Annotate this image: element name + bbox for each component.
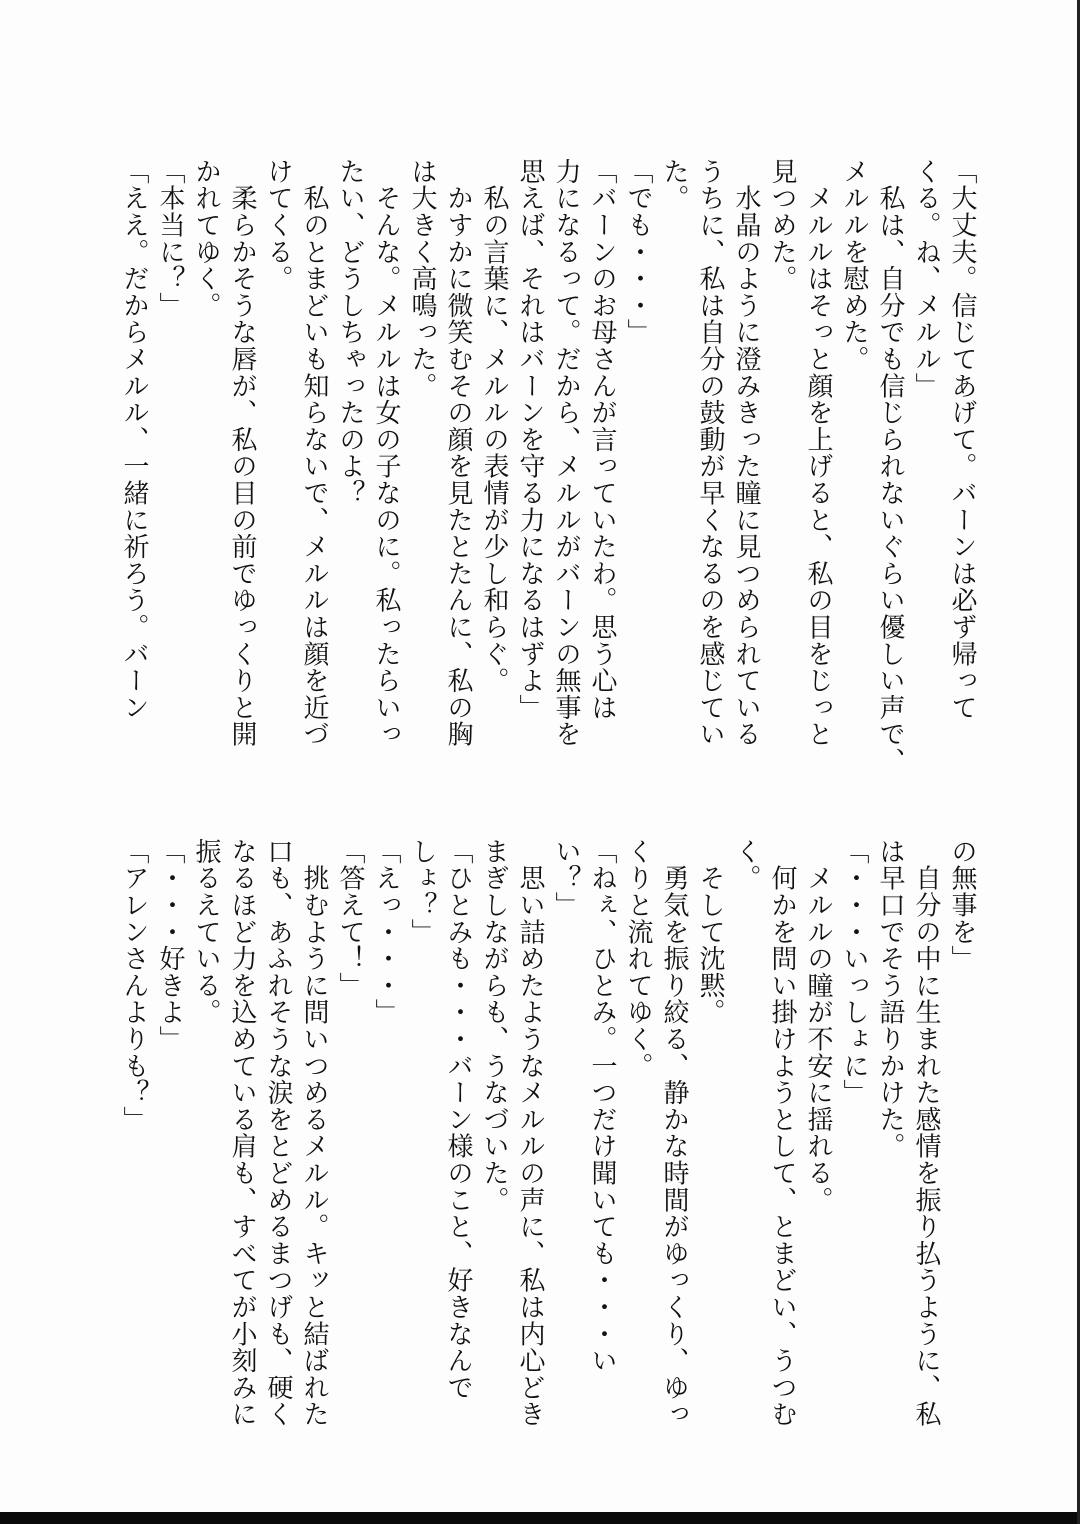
text-column: しょ？」 <box>407 838 437 946</box>
text-column: 「ええ。だからメルル、一緒に祈ろう。バーン <box>119 158 149 721</box>
text-column: 挑むように問いつめるメルル。キッと結ばれた <box>299 838 329 1428</box>
text-column: く。 <box>731 838 761 892</box>
text-column: 私は、自分でも信じられないぐらい優しい声で、 <box>875 158 905 775</box>
scan-bottom-edge <box>0 1512 1080 1524</box>
text-column: 「・・・いっしょに」 <box>839 838 869 1106</box>
text-column: た。 <box>659 158 689 212</box>
text-column: くりと流れてゆく。 <box>623 838 653 1080</box>
text-column: 振るえている。 <box>191 838 221 1026</box>
text-column: かすかに微笑むその顔を見たとたんに、私の胸 <box>443 158 473 748</box>
text-column: 何かを問い掛けようとして、とまどい、うつむ <box>767 838 797 1428</box>
text-column: は早口でそう語りかけた。 <box>875 838 905 1160</box>
text-column: 「ひとみも・・・バーン様のこと、好きなんで <box>443 838 473 1401</box>
text-column: い？」 <box>551 838 581 919</box>
text-column: 「答えて！」 <box>335 838 365 999</box>
text-column: なるほど力を込めている肩も、すべてが小刻みに <box>227 838 257 1428</box>
upper-text-block <box>116 158 980 774</box>
text-column: 私の言葉に、メルルの表情が少し和らぐ。 <box>479 158 509 694</box>
text-column: 「アレンさんよりも？」 <box>119 838 149 1133</box>
text-column: うちに、私は自分の鼓動が早くなるのを感じてい <box>695 158 725 748</box>
text-column: の無事を」 <box>947 838 977 972</box>
text-column: そんな。メルルは女の子なのに。私ったらいっ <box>371 158 401 748</box>
text-column: 口も、あふれそうな涙をとどめるまつげも、硬く <box>263 838 293 1428</box>
text-column: 「でも・・・」 <box>623 158 653 346</box>
text-column: 「大丈夫。信じてあげて。バーンは必ず帰って <box>947 158 977 721</box>
text-column: 思えば、それはバーンを守る力になるはずよ」 <box>515 158 545 721</box>
text-column: 思い詰めたようなメルルの声に、私は内心どき <box>515 838 545 1428</box>
text-column: 「バーンのお母さんが言っていたわ。思う心は <box>587 158 617 721</box>
text-column: 勇気を振り絞る、静かな時間がゆっくり、ゆっ <box>659 838 689 1428</box>
text-column: たい、どうしちゃったのよ？ <box>335 158 365 507</box>
text-column: は大きく高鳴った。 <box>407 158 437 400</box>
text-column: 「ねぇ、ひとみ。一つだけ聞いても・・・い <box>587 838 617 1374</box>
text-column: メルルを慰めた。 <box>839 158 869 373</box>
text-column: くる。ね、メルル」 <box>911 158 941 400</box>
text-column: 「えっ・・・」 <box>371 838 401 1026</box>
text-column: メルルはそっと顔を上げると、私の目をじっと <box>803 158 833 748</box>
text-column: けてくる。 <box>263 158 293 292</box>
text-column: 力になるって。だから、メルルがバーンの無事を <box>551 158 581 748</box>
text-column: 柔らかそうな唇が、私の目の前でゆっくりと開 <box>227 158 257 748</box>
text-column: 水晶のように澄みきった瞳に見つめられている <box>731 158 761 748</box>
text-column: 私のとまどいも知らないで、メルルは顔を近づ <box>299 158 329 748</box>
text-column: 自分の中に生まれた感情を振り払うように、私 <box>911 838 941 1428</box>
text-column: 「本当に？」 <box>155 158 185 319</box>
text-column: そして沈黙。 <box>695 838 725 1026</box>
text-column: 見つめた。 <box>767 158 797 292</box>
text-column: メルルの瞳が不安に揺れる。 <box>803 838 833 1214</box>
text-column: 「・・・好きよ」 <box>155 838 185 1053</box>
text-column: まぎしながらも、うなづいた。 <box>479 838 509 1214</box>
text-column: かれてゆく。 <box>191 158 221 319</box>
lower-text-block <box>116 838 980 1428</box>
